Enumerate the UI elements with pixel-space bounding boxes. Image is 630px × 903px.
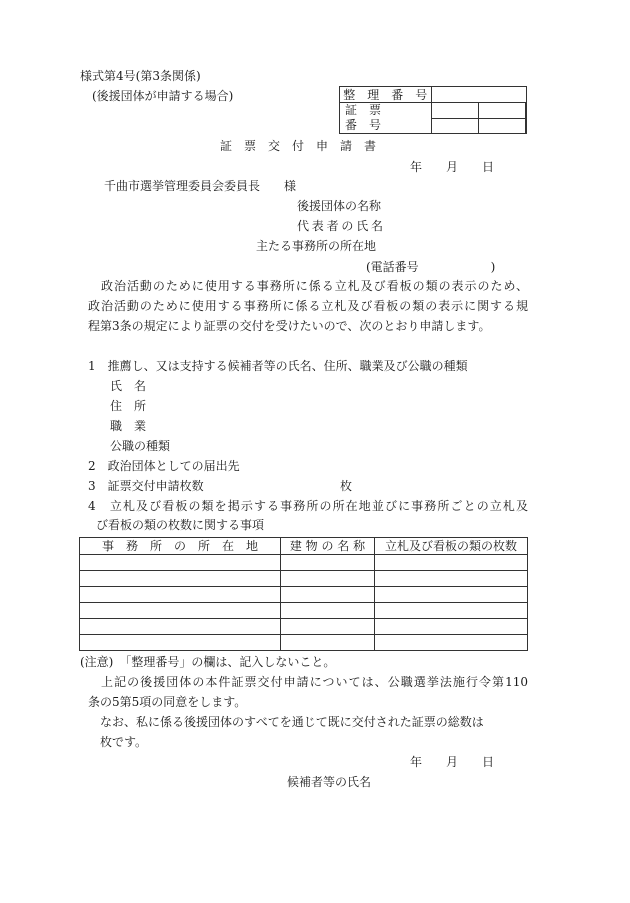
table-cell[interactable] — [375, 571, 528, 587]
item4-heading-line: 4 立札及び看板の類を掲示する事務所の所在地並びに事務所ごとの立札及 — [88, 499, 528, 513]
table-cell[interactable] — [375, 603, 528, 619]
table-cell[interactable] — [281, 587, 375, 603]
item3-heading: 3 証票交付申請枚数 — [88, 479, 204, 493]
table-row — [80, 635, 528, 651]
table-header-row — [80, 538, 528, 555]
consent-line: なお、私に係る後援団体のすべてを通じて既に交付された証票の総数は — [88, 715, 484, 729]
item1-address-label: 住 所 — [110, 399, 147, 413]
consent-line: 上記の後援団体の本件証票交付申請については、公職選挙法施行令第110 — [88, 675, 528, 689]
table-cell[interactable] — [375, 635, 528, 651]
item1-name-label: 氏 名 — [110, 379, 147, 393]
shohyo-number-field[interactable] — [526, 103, 527, 119]
reference-number-box — [339, 86, 527, 134]
body-paragraph-line: 程第3条の規定により証票の交付を受けたいので、次のとおり申請します。 — [88, 319, 491, 333]
item4-heading-line: び看板の類の枚数に関する事項 — [96, 518, 265, 532]
shohyo-number-field[interactable] — [478, 103, 525, 119]
group-name-label: 後援団体の名称 — [297, 199, 382, 213]
representative-name-label: 代表者の氏名 — [297, 219, 383, 233]
body-paragraph-line: 政治活動のために使用する事務所に係る立札及び看板の類の表示のため、 — [88, 279, 528, 293]
table-row — [80, 587, 528, 603]
table-row — [80, 619, 528, 635]
body-paragraph-line: 政治活動のために使用する事務所に係る立札及び看板の類の表示に関する規 — [88, 299, 528, 313]
table-cell[interactable] — [281, 635, 375, 651]
form-number: 様式第4号(第3条関係) — [80, 69, 201, 83]
table-cell[interactable] — [281, 571, 375, 587]
document-title: 証 票 交 付 申 請 書 — [220, 139, 377, 153]
office-address-label: 主たる事務所の所在地 — [256, 239, 377, 253]
item1-occupation-label: 職 業 — [110, 419, 147, 433]
table-cell[interactable] — [375, 619, 528, 635]
item1-heading: 1 推薦し、又は支持する候補者等の氏名、住所、職業及び公職の種類 — [88, 359, 468, 373]
column-header-building-name: 建 物 の 名 称 — [281, 538, 375, 555]
consent-line: 条の5第5項の同意をします。 — [88, 695, 247, 709]
addressee: 千曲市選挙管理委員会委員長 様 — [104, 179, 297, 193]
footer-date-line: 年 月 日 — [410, 755, 495, 769]
shohyo-number-field[interactable] — [478, 118, 525, 134]
table-cell[interactable] — [375, 587, 528, 603]
applicant-type: (後援団体が申請する場合) — [92, 89, 234, 103]
office-signs-table — [79, 537, 528, 651]
candidate-name-label: 候補者等の氏名 — [287, 775, 372, 789]
table-cell[interactable] — [80, 571, 281, 587]
table-cell[interactable] — [80, 619, 281, 635]
table-cell[interactable] — [80, 587, 281, 603]
note: (注意) 「整理番号」の欄は、記入しないこと。 — [80, 655, 336, 669]
consent-line: 枚です。 — [88, 735, 148, 749]
phone-number-label: (電話番号 ) — [366, 260, 496, 274]
shohyo-number-field[interactable] — [431, 118, 478, 134]
item1-office-type-label: 公職の種類 — [110, 439, 171, 453]
seiri-number-label: 整 理 番 号 — [340, 87, 432, 103]
column-header-office-location: 事 務 所 の 所 在 地 — [80, 538, 281, 555]
table-cell[interactable] — [80, 603, 281, 619]
table-row — [80, 603, 528, 619]
shohyo-number-label: 証 票 番 号 — [340, 103, 432, 134]
table-row — [80, 555, 528, 571]
shohyo-number-field[interactable] — [431, 103, 478, 119]
table-row — [80, 571, 528, 587]
shohyo-number-field[interactable] — [526, 118, 527, 134]
table-cell[interactable] — [281, 619, 375, 635]
table-cell[interactable] — [281, 603, 375, 619]
table-cell[interactable] — [80, 635, 281, 651]
seiri-number-field[interactable] — [431, 87, 526, 103]
item2-heading: 2 政治団体としての届出先 — [88, 459, 240, 473]
item3-unit: 枚 — [340, 479, 353, 493]
table-cell[interactable] — [80, 555, 281, 571]
table-cell[interactable] — [375, 555, 528, 571]
table-cell[interactable] — [281, 555, 375, 571]
column-header-sign-count: 立札及び看板の類の枚数 — [375, 538, 528, 555]
date-line: 年 月 日 — [410, 160, 495, 174]
